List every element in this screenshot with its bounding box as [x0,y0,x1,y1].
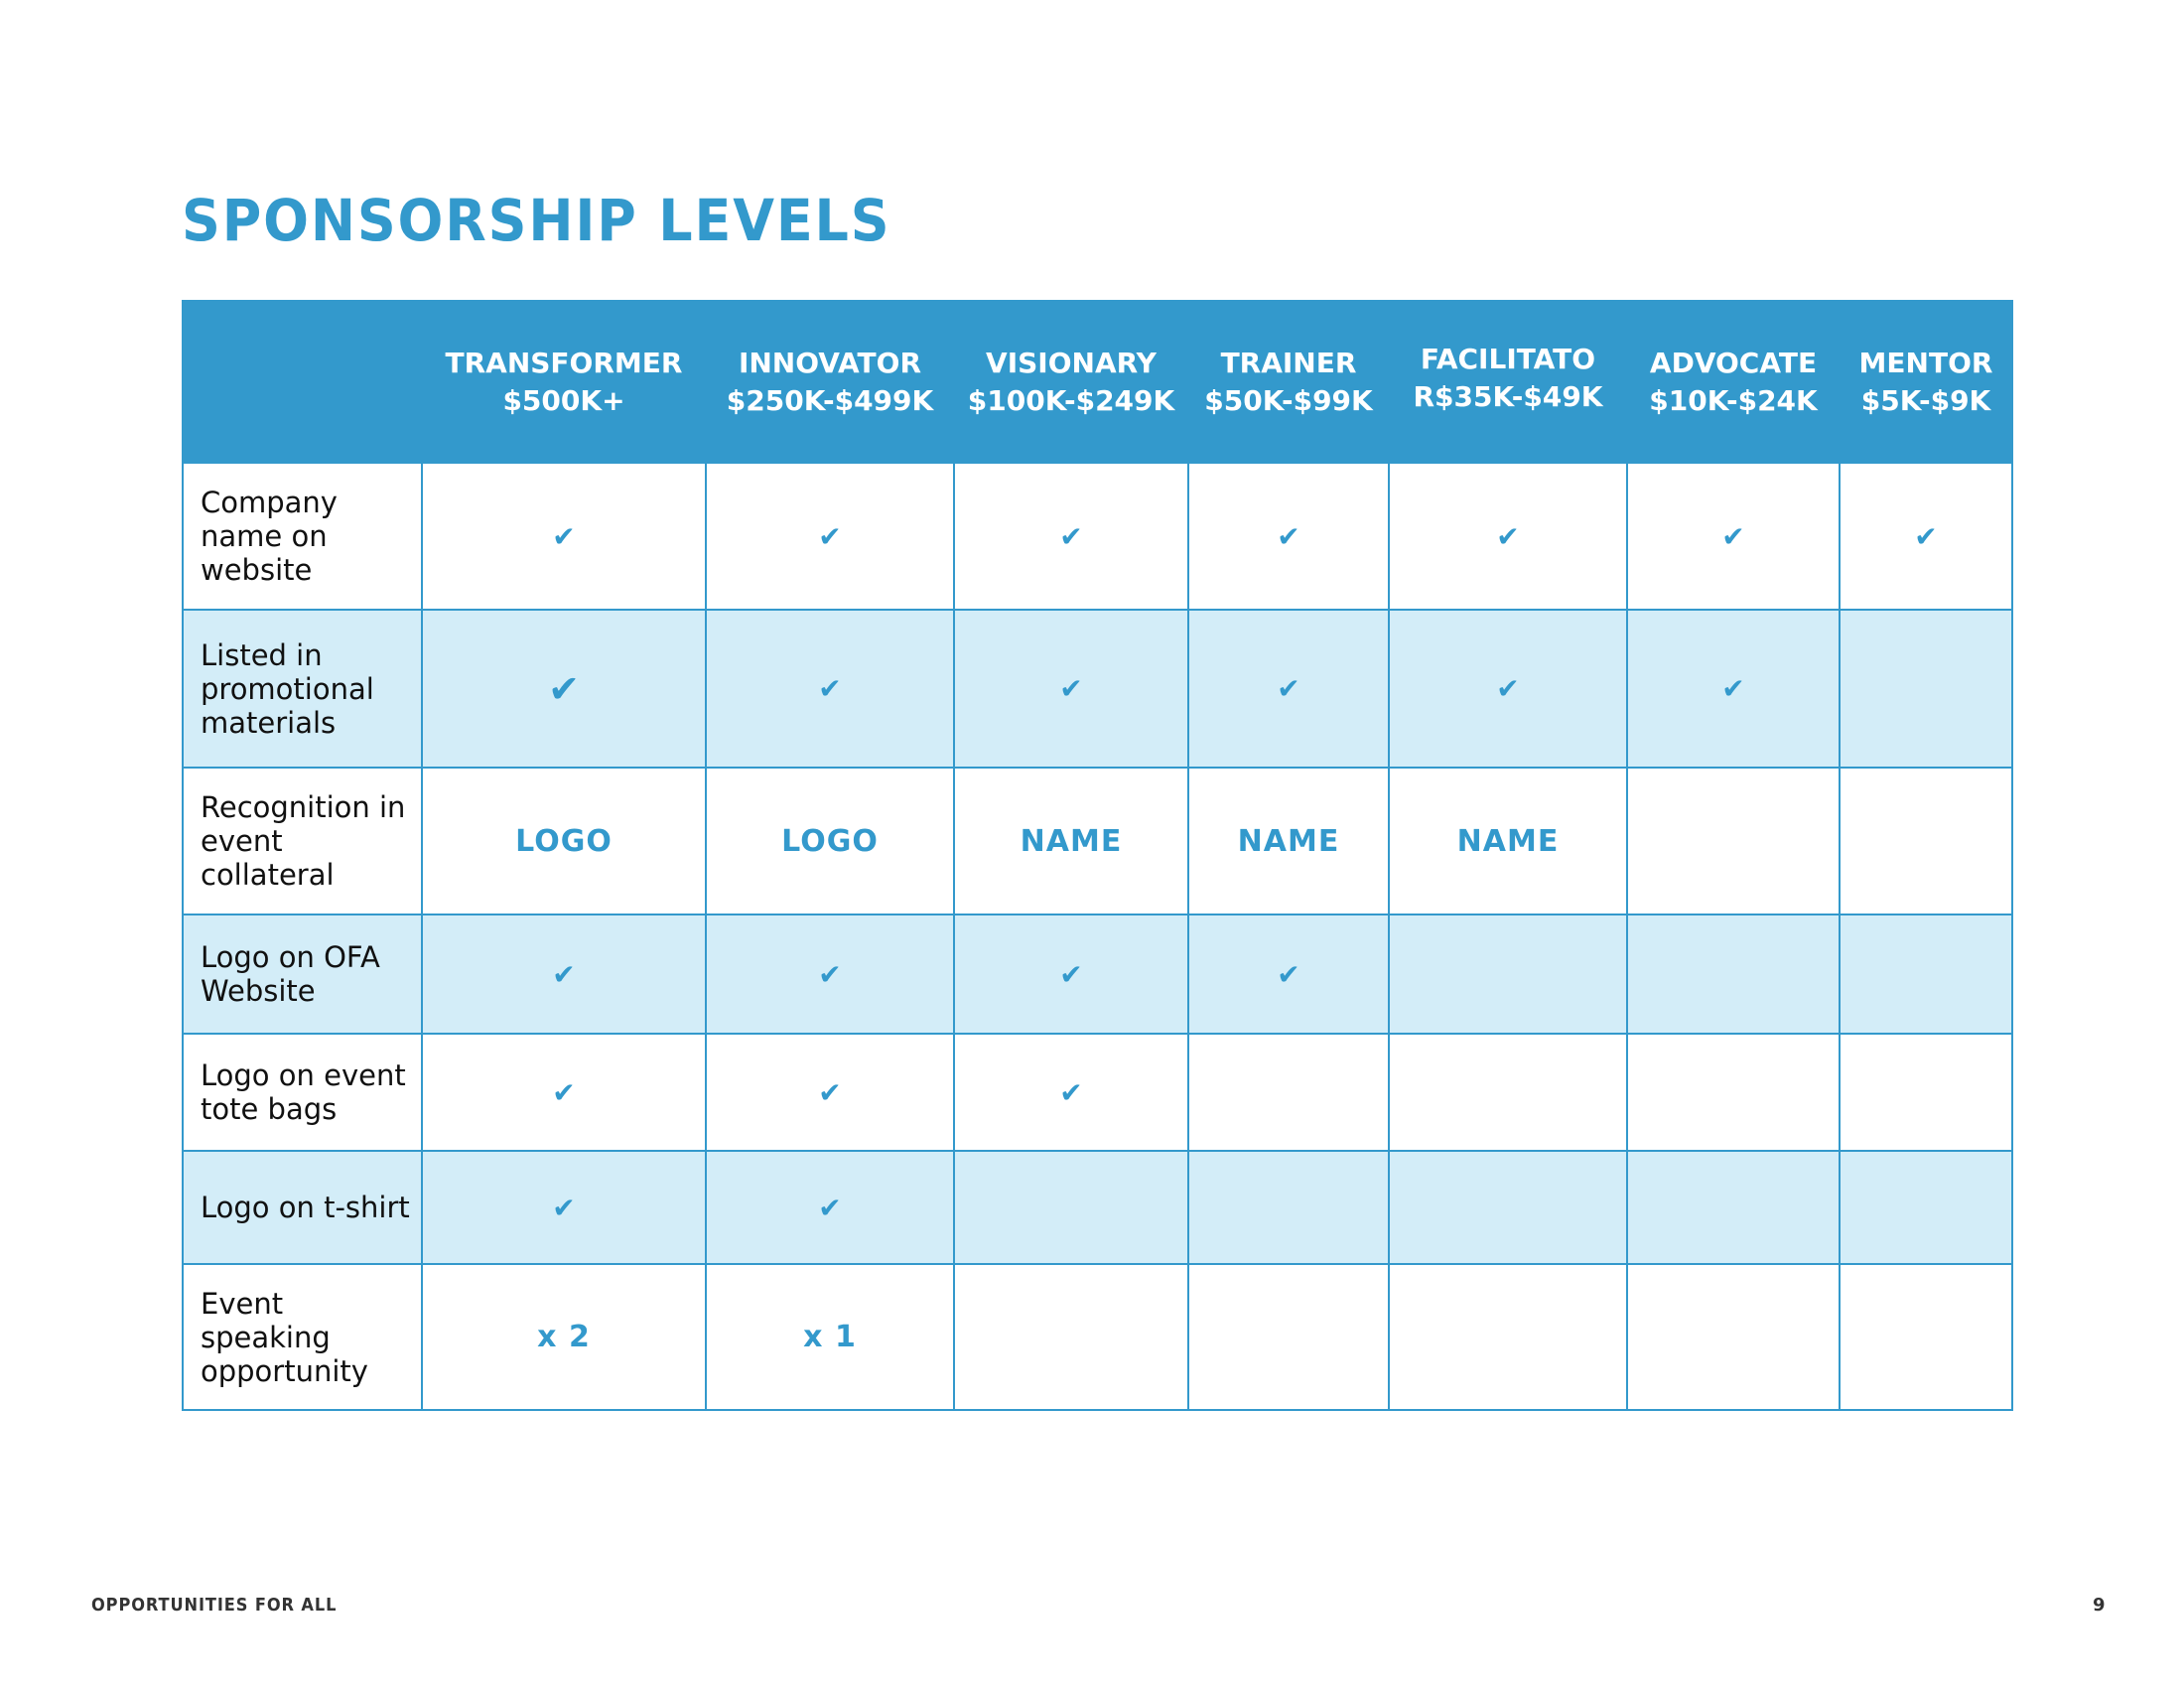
table-cell [954,914,1188,1034]
check-icon: ✔ [1496,672,1520,705]
check-icon: ✔ [1277,672,1300,705]
table-cell [1840,768,2012,914]
table-header-row [183,301,2012,463]
check-icon: ✔ [818,1191,842,1224]
table-cell [422,1151,706,1264]
table-cell [706,768,954,914]
benefit-label: Logo on OFA Website [183,914,422,1034]
level-name: VISIONARY [986,346,1157,379]
level-range: R$35K-$49K [1413,379,1603,413]
table-cell [1188,1034,1389,1151]
table-cell [1840,463,2012,610]
check-icon: ✔ [818,957,842,991]
table-cell [1389,1264,1627,1410]
level-name: TRANSFORMER [445,346,683,379]
check-icon: ✔ [1277,519,1300,553]
table-row [183,1264,2012,1410]
check-icon: ✔ [818,519,842,553]
header-level-visionary [954,301,1188,463]
table-cell [1188,914,1389,1034]
table-row [183,1034,2012,1151]
check-icon: ✔ [552,519,576,553]
benefit-label: Company name on website [183,463,422,610]
level-name: TRAINER [1220,346,1357,379]
recognition-type: LOGO [515,823,613,859]
header-level-trainer [1188,301,1389,463]
recognition-type: NAME [1020,823,1123,859]
table-cell [1627,914,1840,1034]
table-cell [1389,1034,1627,1151]
table-cell [706,463,954,610]
table-cell [706,1034,954,1151]
table-row [183,914,2012,1034]
speaking-count: x 2 [537,1320,591,1354]
level-range: $250K-$499K [726,383,934,417]
level-name: MENTOR [1858,346,1993,379]
page-title: SPONSORSHIP LEVELS [182,187,891,254]
check-icon: ✔ [1277,957,1300,991]
table-cell [954,610,1188,768]
table-cell [954,1151,1188,1264]
table-cell [706,1151,954,1264]
table-cell [1188,768,1389,914]
table-cell [422,1034,706,1151]
table-cell [954,768,1188,914]
recognition-type: NAME [1456,823,1560,859]
level-name: FACILITATO [1420,342,1596,375]
table-cell [954,1034,1188,1151]
check-icon: ✔ [548,666,580,711]
sponsorship-levels-table [182,300,2013,1411]
table-cell [1627,463,1840,610]
header-level-advocate [1627,301,1840,463]
table-row [183,768,2012,914]
table-cell [1627,610,1840,768]
table-cell [1627,1034,1840,1151]
benefit-label: Recognition in event collateral [183,768,422,914]
table-cell [1627,1264,1840,1410]
page-number: 9 [2093,1595,2106,1616]
table-row [183,1151,2012,1264]
check-icon: ✔ [1059,1075,1083,1109]
speaking-count: x 1 [803,1320,857,1354]
table-cell [1188,610,1389,768]
table-cell [1188,1151,1389,1264]
header-level-transformer [422,301,706,463]
table-cell [1840,610,2012,768]
footer-organization-name: OPPORTUNITIES FOR ALL [91,1595,338,1616]
benefit-label: Listed in promotional materials [183,610,422,768]
level-range: $5K-$9K [1860,383,1991,417]
table-cell [1840,1151,2012,1264]
header-level-mentor [1840,301,2012,463]
table-cell [422,768,706,914]
level-range: $100K-$249K [967,383,1175,417]
table-row [183,610,2012,768]
table-cell [422,914,706,1034]
table-cell [1389,1151,1627,1264]
check-icon: ✔ [1059,957,1083,991]
header-level-facilitator [1389,301,1627,463]
level-name: INNOVATOR [738,346,922,379]
table-row [183,463,2012,610]
check-icon: ✔ [818,672,842,705]
table-cell [422,1264,706,1410]
table-cell [1627,768,1840,914]
table-cell [422,463,706,610]
table-cell [706,914,954,1034]
benefit-label: Logo on event tote bags [183,1034,422,1151]
table-cell [706,1264,954,1410]
check-icon: ✔ [1059,672,1083,705]
table-cell [1389,610,1627,768]
table-cell [1188,1264,1389,1410]
level-range: $10K-$24K [1649,383,1818,417]
check-icon: ✔ [1914,519,1938,553]
table-cell [954,1264,1188,1410]
check-icon: ✔ [1496,519,1520,553]
table-cell [954,463,1188,610]
check-icon: ✔ [818,1075,842,1109]
table-cell [1840,1264,2012,1410]
table-cell [1389,463,1627,610]
table-cell [1389,768,1627,914]
table-cell [1389,914,1627,1034]
benefit-label: Event speaking opportunity [183,1264,422,1410]
check-icon: ✔ [552,957,576,991]
check-icon: ✔ [1059,519,1083,553]
header-corner-cell [183,301,422,463]
benefit-label: Logo on t-shirt [183,1151,422,1264]
table-cell [1840,914,2012,1034]
recognition-type: NAME [1237,823,1340,859]
table-cell [1188,463,1389,610]
header-level-innovator [706,301,954,463]
table-cell [1627,1151,1840,1264]
table-cell [706,610,954,768]
check-icon: ✔ [552,1075,576,1109]
level-range: $500K+ [502,383,625,417]
table-cell [1840,1034,2012,1151]
check-icon: ✔ [1721,519,1745,553]
level-range: $50K-$99K [1204,383,1373,417]
check-icon: ✔ [1721,672,1745,705]
table-cell [422,610,706,768]
check-icon: ✔ [552,1191,576,1224]
recognition-type: LOGO [781,823,879,859]
level-name: ADVOCATE [1649,346,1818,379]
